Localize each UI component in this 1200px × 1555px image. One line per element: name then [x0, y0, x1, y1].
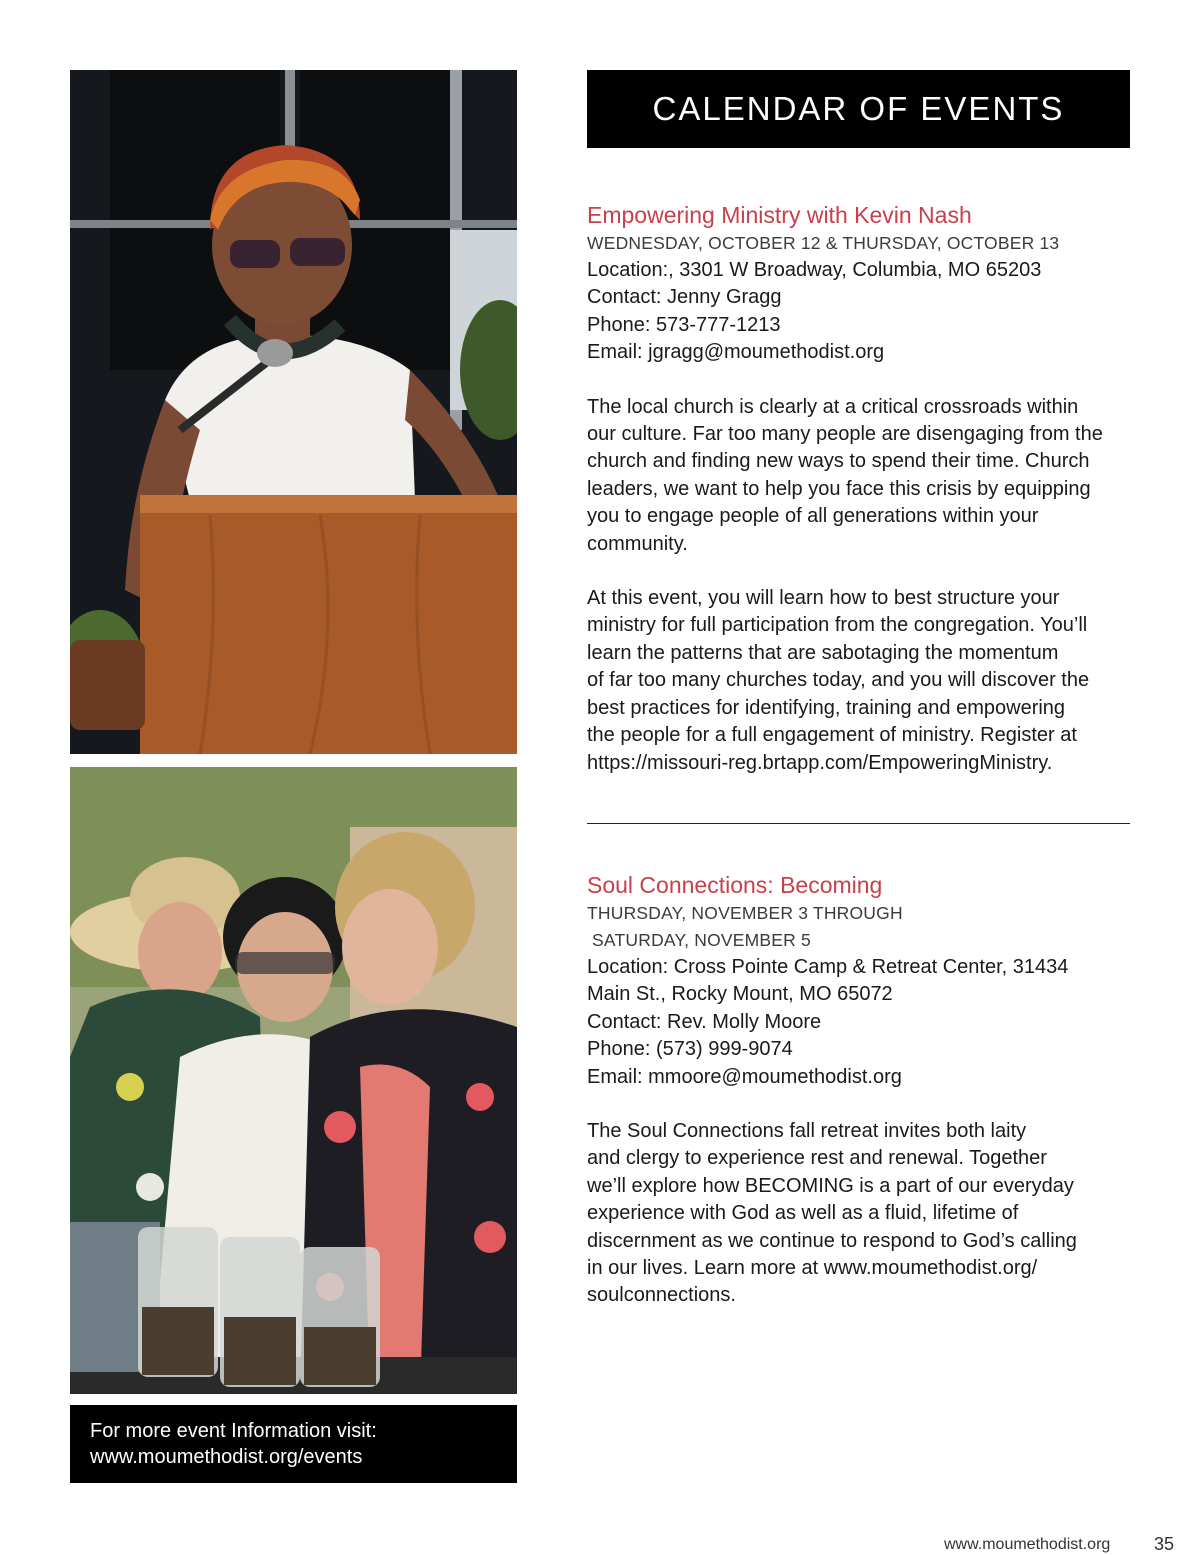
more-info-text: For more event Information visit: [90, 1420, 377, 1442]
description-line: experience with God as well as a fluid, lifetime of [587, 1202, 1019, 1225]
photo-speaker-at-podium [70, 70, 517, 754]
description-line: At this event, you will learn how to best structure your [587, 587, 1060, 610]
event-phone: Phone: (573) 999-9074 [587, 1038, 793, 1061]
description-line: the people for a full engagement of ministry. Register at [587, 724, 1077, 747]
registration-link[interactable]: https://missouri-reg.brtapp.com/EmpoweringMinistry. [587, 751, 1053, 774]
description-line: best practices for identifying, training and empowering [587, 696, 1066, 719]
description-line: ministry for full participation from the congregation. You’ll [587, 614, 1088, 637]
event-description [587, 394, 1132, 558]
event-phone: Phone: 573-777-1213 [587, 313, 781, 336]
description-line: The Soul Connections fall retreat invites both laity [587, 1120, 1027, 1143]
description-line: we’ll explore how BECOMING is a part of our everyday [587, 1174, 1074, 1197]
description-line: and clergy to experience rest and renewal. Together [587, 1147, 1047, 1170]
event-location: Location:, 3301 W Broadway, Columbia, MO 65203 [587, 259, 1042, 281]
event-soul-connections [587, 871, 1132, 1310]
page-number: 35 [1154, 1534, 1175, 1554]
event-email[interactable]: Email: mmoore@moumethodist.org [587, 1065, 902, 1088]
event-date-continued: SATURDAY, NOVEMBER 5 [587, 930, 811, 950]
event-title: Empowering Ministry with Kevin Nash [587, 202, 972, 228]
women-photo-illustration [70, 767, 517, 1394]
description-line: discernment as we continue to respond to God’s calling [587, 1229, 1077, 1252]
event-divider [587, 823, 1130, 824]
speaker-photo-illustration [70, 70, 517, 754]
description-line: you to engage people of all generations within your [587, 505, 1039, 528]
description-line: The local church is clearly at a critical crossroads within [587, 395, 1079, 418]
description-line: soulconnections. [587, 1284, 736, 1307]
event-date: WEDNESDAY, OCTOBER 12 & THURSDAY, OCTOBER 13 [587, 233, 1060, 253]
event-location-continued: Main St., Rocky Mount, MO 65072 [587, 983, 893, 1006]
description-line: of far too many churches today, and you will discover the [587, 669, 1090, 692]
calendar-banner [587, 70, 1130, 148]
event-details-paragraph [587, 585, 1132, 777]
event-email[interactable]: Email: jgragg@moumethodist.org [587, 341, 885, 364]
events-url-link[interactable]: www.moumethodist.org/events [90, 1446, 363, 1468]
more-info-box [70, 1405, 517, 1483]
banner-title: CALENDAR OF EVENTS [652, 90, 1065, 127]
event-date: THURSDAY, NOVEMBER 3 THROUGH [587, 903, 903, 923]
description-line: our culture. Far too many people are disengaging from the [587, 423, 1103, 446]
footer-website[interactable]: www.moumethodist.org [944, 1536, 1111, 1553]
event-description [587, 1118, 1132, 1310]
description-line: church and finding new ways to spend their time. Church [587, 450, 1090, 473]
event-contact: Contact: Rev. Molly Moore [587, 1010, 822, 1033]
description-line: in our lives. Learn more at www.moumethodist.org/ [587, 1257, 1038, 1280]
event-location: Location: Cross Pointe Camp & Retreat Center, 31434 [587, 956, 1069, 978]
description-line: leaders, we want to help you face this crisis by equipping [587, 477, 1091, 500]
description-line: community. [587, 532, 688, 555]
event-title: Soul Connections: Becoming [587, 872, 883, 898]
description-line: learn the patterns that are sabotaging the momentum [587, 641, 1059, 664]
event-empowering-ministry [587, 201, 1132, 777]
event-contact: Contact: Jenny Gragg [587, 286, 782, 309]
photo-women-with-jars [70, 767, 517, 1394]
